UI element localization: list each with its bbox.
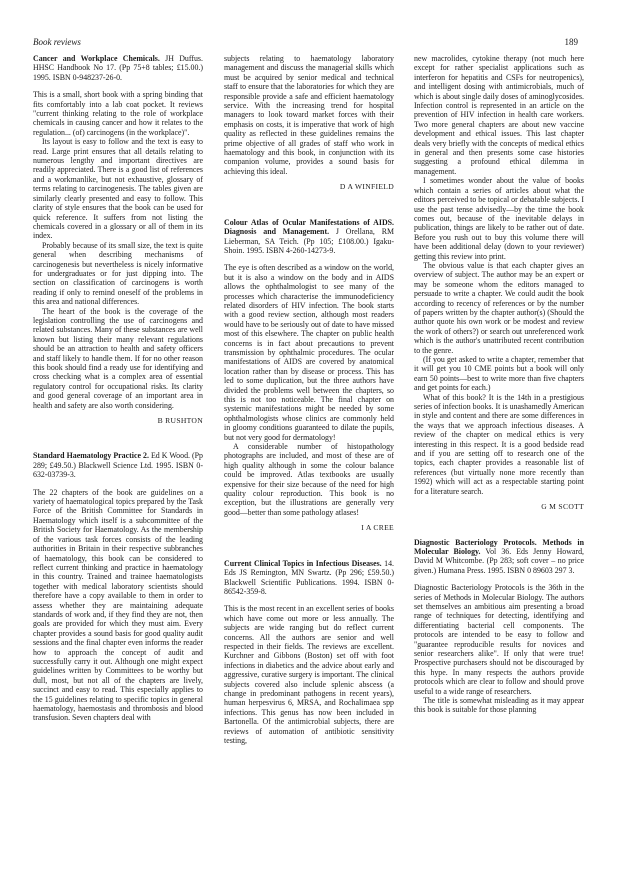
review-paragraph: The eye is often described as a window on the world, but it is also a window on the body and in AIDS allows the ophthalmologist to see many of the processes which characterise the immunodeficiency related disorders of HIV infection. The book starts with a good review section, although most readers would have to be seriously out of date to have missed most of this elsewhere. The chapter on public health concerns is in fact about precautions to prevent transmission by ophthalmic procedures. The ocular manifestations of AIDS are covered by anatomical location rather than by disease or process. This has led to some duplication, but the three authors have divided the problems well between the chapters, so this is not too noticeable. The final chapter on systemic manifestations might be needed by some ophthalmologists whose clinics are commonly held in gloomy conditions guaranteed to dilate the pupils, but not very good for dermatology! xyxy=(224,263,394,442)
review-meta: 14. Eds JS Remington, MN Swartz. (Pp 296; £59.50.) Blackwell Scientific Publications. 1994. ISBN 0-86542-359-8. xyxy=(224,558,394,596)
review-heading xyxy=(224,218,394,256)
reviewer-signature: I A CREE xyxy=(361,523,394,533)
review-title: Cancer and Workplace Chemicals. xyxy=(33,54,160,63)
reviewer-signature: B RUSHTON xyxy=(157,416,203,426)
review-paragraph: What of this book? It is the 14th in a prestigious series of infection books. It is unashamedly American in style and content and there are some differences in the ways that we approach infectious diseases. A review of the chapter on medical ethics is very interesting in this respect. It is a good bedside read and if you are setting off to research one of the topics, each chapter provides a reasonable list of references (but virtually none more recently than 1992) which will act as a respectable starting point for a literature search. xyxy=(414,392,584,496)
review-paragraph: This is the most recent in an excellent series of books which have come out more or less annually. The subjects are wide ranging but do reflect current concerns. All the authors are senior and well respected in their fields. The reviews are excellent. Kurchner and Gibbons (Boston) set off with foot infections in diabetics and the advice about early and aggressive, curative surgery is important. The clinical subjects covered also include splenic abscess (a change in predominant pathogens in recent years), human herpesvirus 6, MRSA, and Rochalimaea spp infections. This genus has now been included in Bartonella. Of the antimicrobial subjects, there are reviews of automation of antibiotic sensitivity testing, xyxy=(224,604,394,745)
review-paragraph: This is a small, short book with a spring binding that fits comfortably into a lab coat pocket. It reviews "current thinking relating to the role of workplace chemicals in causing cancer and how it relates to the regulation... (of) carcinogens (in the workplace)". xyxy=(33,90,203,137)
review-heading xyxy=(33,451,203,479)
review-paragraph: (If you get asked to write a chapter, remember that it will get you 10 CME points but a book will only earn 50 points—best to write more than five chapters and get points for each.) xyxy=(414,355,584,393)
review-paragraph: subjects relating to haematology laboratory management and discuss the managerial skills which must be acquired by senior medical and technical staff to ensure that the laboratories for which they are responsible provide a safe and efficient haematology service. With the increasing trend for hospital managers to look toward market forces with their emphasis on costs, it is imperative that work of high quality as reflected in these guidelines remains the prime objective of all grades of staff who work in haematology and this book, in conjunction with its companion volume, provides a sound basis for achieving this ideal. xyxy=(224,54,394,176)
review-paragraph: Probably because of its small size, the text is quite general when describing mechanisms of carcinogenesis but nevertheless is nicely informative for undergraduates or for just dipping into. The section on classification of carcinogens is worth reading if only to remind oneself of the problems in this area and national differences. xyxy=(33,240,203,307)
review-title: Colour Atlas of Ocular Manifestations of AIDS. Diagnosis and Management. xyxy=(224,217,394,237)
reviewer-signature: G M SCOTT xyxy=(541,502,584,512)
review-paragraph: Its layout is easy to follow and the text is easy to read. Large print ensures that all details relating to numerous lengthy and important directives are readily appreciated. There is a good list of references and a workmanlike, but not exhaustive, glossary of terms relating to carcinogenesis. The tables given are similarly clearly presented and easy to follow. This clarity of style ensures that the book can be used for quick reference. It suffers from not listing the chemicals covered in a glossary or all of them in its index. xyxy=(33,137,203,241)
review-title: Current Clinical Topics in Infectious Diseases. xyxy=(224,558,382,568)
column-3 xyxy=(414,54,584,715)
review-heading xyxy=(224,559,394,597)
column-2 xyxy=(224,54,394,745)
review-heading xyxy=(414,538,584,576)
column-1 xyxy=(33,54,203,723)
review-paragraph: Diagnostic Bacteriology Protocols is the 36th in the series of Methods in Molecular Biology. The authors set themselves an ambitious aim presenting a broad range of techniques for detecting, identifying and differentiating bacterial cell components. The protocols are intended to be easy to follow and "guarantee reproducible results for novices and senior researchers alike". If only that were true! Prospective purchasers should not be discouraged by this hype. In many respects the authors provide protocols which are clear to follow and should prove useful to a wide range of researchers. xyxy=(414,583,584,696)
review-paragraph: The obvious value is that each chapter gives an overview of subject. The author may be an expert or may be someone whom the editors managed to persuade to write a chapter. We could audit the book according to recency of references or by the number of papers written by the chapter author(s) (Should the author quote his own work or be modest and review the work of others?) or search out unreferenced work which is the author's unattributed recent contribution to the genre. xyxy=(414,260,584,355)
review-paragraph: new macrolides, cytokine therapy (not much here except for rather specialist applications such as interferon for hepatitis and CSFs for neutropenics), and intelligent dosing with antimicrobials, much of which is about single daily doses of aminoglycosides. Infection control is represented in an article on the prevention of HIV infection in health care workers. Two more general chapters are about new vaccine development and ethical issues. This last chapter deals very briefly with the concepts of medical ethics in general and then presents some case histories suggesting a profound ethical dilemma in management. xyxy=(414,54,584,176)
review-paragraph: A considerable number of histopathology photographs are included, and most of these are of high quality although in some the colour balance could be improved. Atlas textbooks are usually expensive for their size because of the need for high quality colour reproduction. This book is no exception, but the illustrations are generally very good—better than some pathology atlases! xyxy=(224,442,394,517)
page-number: 189 xyxy=(564,37,578,47)
review-title: Diagnostic Bacteriology Protocols. Methods in Molecular Biology. xyxy=(414,537,584,556)
review-meta: J Orellana, RM Lieberman, SA Teich. (Pp 105; £108.00.) Igaku-Shoin. 1995. ISBN 4-260-14273-9. xyxy=(224,227,395,255)
review-meta: Ed K Wood. (Pp 289; £49.50.) Blackwell Science Ltd. 1995. ISBN 0-632-03739-3. xyxy=(33,451,203,480)
review-paragraph: I sometimes wonder about the value of books which contain a series of articles about what the editors perceived to be topical or debatable subjects. I use the past tense advisedly—by the time the book comes out, because of the inevitable delays in publication, things are likely to be rather out of date. Before you rush out to buy this volume there will have been additional delay (down to your reviewer) getting this review into print. xyxy=(414,176,584,261)
review-paragraph: The title is somewhat misleading as it may appear this book is suitable for those planning xyxy=(414,696,584,715)
running-head-section: Book reviews xyxy=(33,37,81,47)
review-paragraph: The heart of the book is the coverage of the legislation controlling the use of carcinogens and related substances. Many of these substances are well known but listing their many relevant regulations should be an attraction to health and safety officers and staff likely to handle them. If for no other reason this book should find a ready use for identifying and cross checking what is a complex area of essential regulatory control for occupational risks. Its clarity and good general coverage of an important area in health and safety are also worth considering. xyxy=(33,306,203,410)
review-paragraph: The 22 chapters of the book are guidelines on a variety of haematological topics prepared by the Task Force of the British Committee for Standards in Haematology which itself is a subcommittee of the British Society for Haematology. As the membership of the various task forces consists of the leading authorities in Britain in their respective subbranches of haematology, this book can be considered to reflect current thinking and practice in haematology in this country. Trained and trainee haematologists together with medical laboratory scientists should therefore have a copy available to them in order to assess whether they are maintaining adequate standards of work and, if they find they are not, then goals are provided for which they must aim. Every chapter provides a sound basis for good quality audit sessions and the final chapter even informs the reader how to approach the concept of audit and successfully carry it out. Although one might expect guidelines written by Committees to be worthy but dull, most, but not all of the chapters are lively, succinct and easy to read. This especially applies to the 15 guidelines relating to specific topics in general haematology, haemostasis and thrombosis and blood transfusion. Seven chapters deal with xyxy=(33,487,203,723)
review-meta: Vol 36. Eds Jenny Howard, David M Whitcombe. (Pp 283; soft cover – no price given.) Humana Press. 1995. ISBN 0 89603 297 3. xyxy=(414,546,584,575)
review-title: Standard Haematology Practice 2. xyxy=(33,451,149,461)
review-heading xyxy=(33,54,203,82)
reviewer-signature: D A WINFIELD xyxy=(339,182,394,192)
review-meta: JH Duffus. HHSC Handbook No 17. (Pp 75+8 tables; £15.00.) 1995. ISBN 0-948237-26-0. xyxy=(33,54,203,82)
